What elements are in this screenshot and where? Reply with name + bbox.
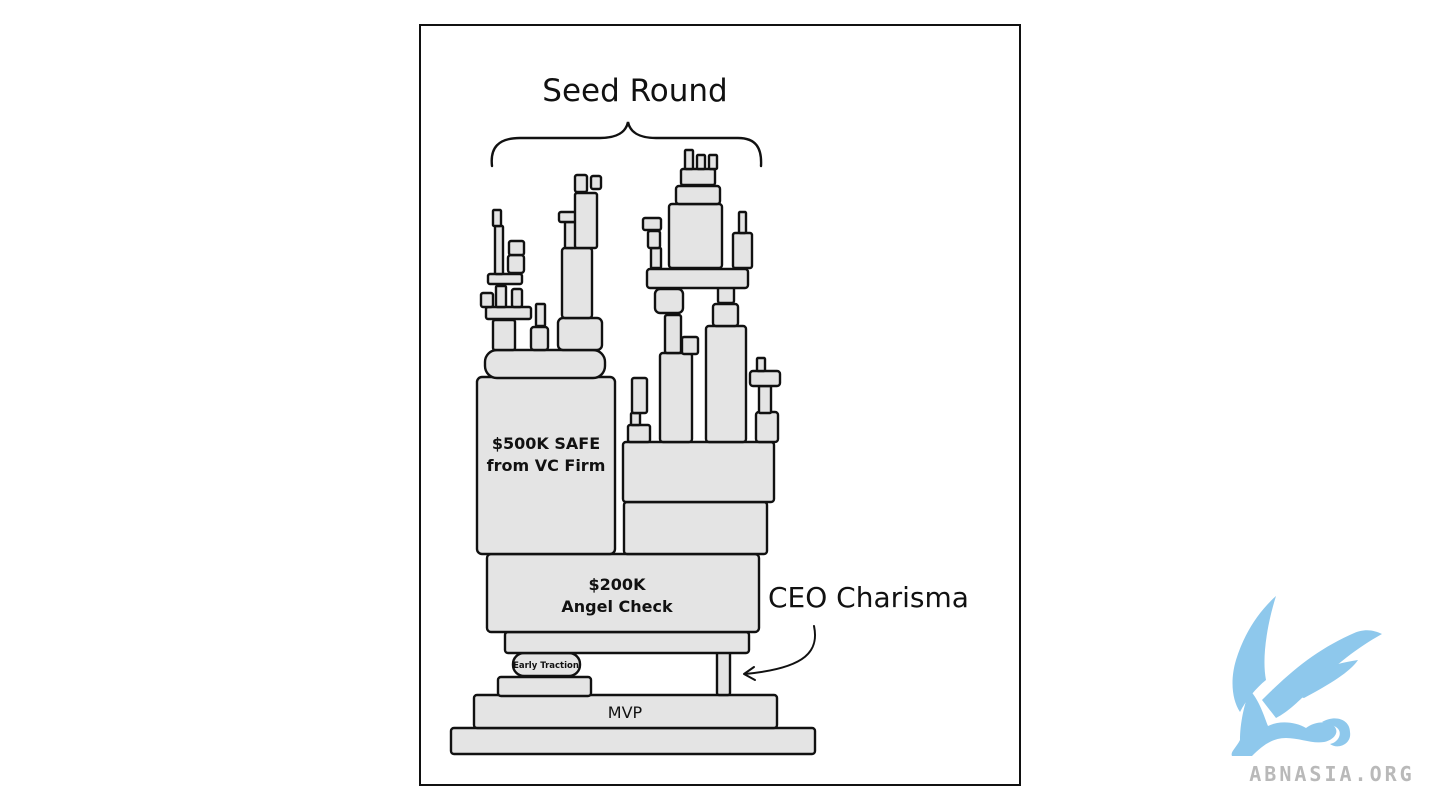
left-tower bbox=[481, 175, 605, 378]
diagram-title: Seed Round bbox=[542, 73, 728, 109]
ceo-charisma-pillar bbox=[717, 652, 730, 695]
safe-source-label: from VC Firm bbox=[486, 456, 606, 475]
griffin-logo-icon bbox=[1232, 596, 1382, 756]
ceo-charisma-arrow bbox=[745, 626, 815, 674]
watermark-text: ABNASIA.ORG bbox=[1249, 762, 1415, 786]
angel-amount-label: $200K bbox=[588, 575, 646, 594]
ceo-charisma-label: CEO Charisma bbox=[768, 581, 969, 614]
mvp-label: MVP bbox=[607, 703, 643, 722]
traction-support-block bbox=[498, 677, 591, 696]
safe-amount-label: $500K SAFE bbox=[491, 434, 601, 453]
seed-round-brace bbox=[492, 122, 761, 166]
early-traction-label: Early Traction bbox=[513, 661, 579, 671]
support-slab bbox=[505, 632, 749, 653]
angel-check-label: Angel Check bbox=[561, 597, 673, 616]
base-slab bbox=[451, 728, 815, 754]
right-upper-block bbox=[623, 442, 774, 502]
right-lower-block bbox=[624, 502, 767, 554]
right-tower bbox=[628, 150, 780, 442]
